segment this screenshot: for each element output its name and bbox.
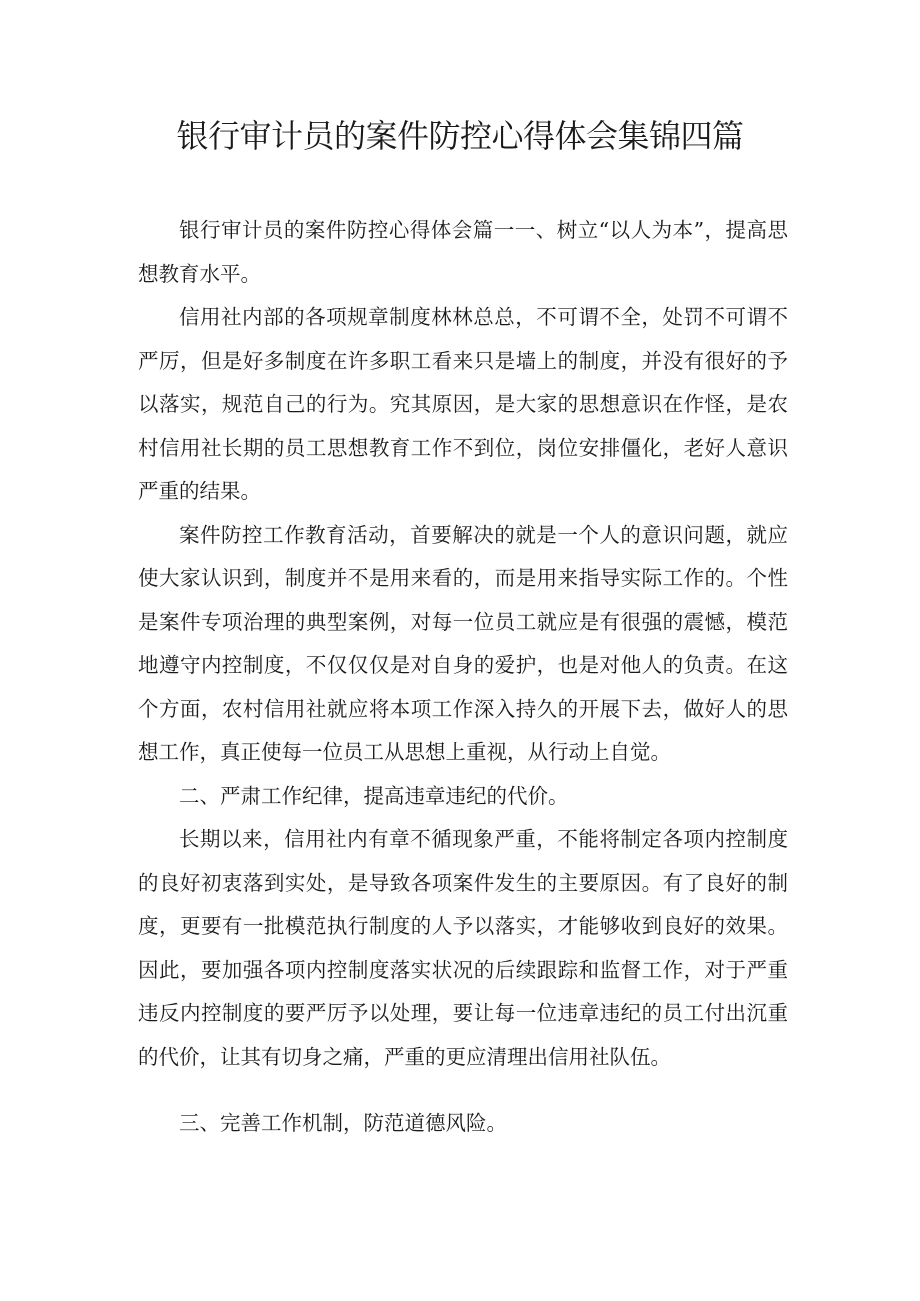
- section-heading-mechanism: 三、完善工作机制，防范道德风险。: [179, 1111, 507, 1135]
- paragraph-awareness: 案件防控工作教育活动，首要解决的就是一个人的意识问题，就应使大家认识到，制度并不是用来看的，而是用来指导实际工作的。个性是案件专项治理的典型案例，对每一位员工就应是有很强的震憾，模范地遵守内控制度，不仅仅仅是对自身的爱护，也是对他人的负责。在这个方面，农村信用社就应将本项工作深入持久的开展下去，做好人的思想工作，真正使每一位员工从思想上重视，从行动上自觉。: [138, 522, 788, 764]
- paragraph-intro: 银行审计员的案件防控心得体会篇一一、树立“以人为本”，提高思想教育水平。: [138, 218, 788, 286]
- paragraph-rules: 信用社内部的各项规章制度林林总总，不可谓不全，处罚不可谓不严厉，但是好多制度在许多职工看来只是墙上的制度，并没有很好的予以落实，规范自己的行为。究其原因，是大家的思想意识在作怪，是农村信用社长期的员工思想教育工作不到位，岗位安排僵化，老好人意识严重的结果。: [138, 305, 788, 503]
- section-heading-discipline: 二、严肃工作纪律，提高违章违纪的代价。: [179, 783, 569, 808]
- document-body: [138, 209, 788, 1146]
- paragraph-discipline: 长期以来，信用社内有章不循现象严重，不能将制定各项内控制度的良好初衷落到实处，是导致各项案件发生的主要原因。有了良好的制度，更要有一批模范执行制度的人予以落实，才能够收到良好的效果。因此，要加强各项内控制度落实状况的后续跟踪和监督工作，对于严重违反内控制度的要严厉予以处理，要让每一位违章违纪的员工付出沉重的代价，让其有切身之痛，严重的更应清理出信用社队伍。: [138, 827, 788, 1069]
- document-title: 银行审计员的案件防控心得体会集锦四篇: [176, 117, 744, 155]
